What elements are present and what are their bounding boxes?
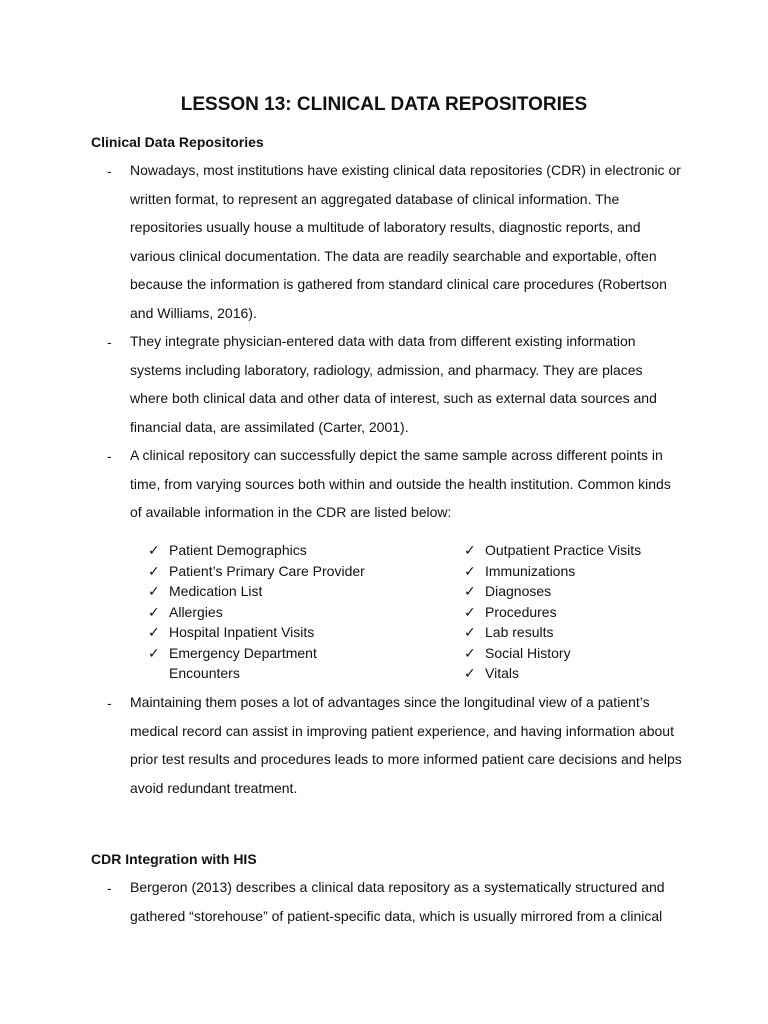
checklist-label: Hospital Inpatient Visits — [169, 624, 315, 640]
checklist-label: Outpatient Practice Visits — [485, 542, 642, 558]
checklist-label: Diagnoses — [485, 583, 552, 599]
checklist-left-column — [148, 540, 438, 684]
bullet-text: Maintaining them poses a lot of advantages since the longitudinal view of a patient’s medical record can assist in improving patient experience, and having information about prior test results and procedures leads to more informed patient care decisions and helps avoid redundant treatment. — [130, 694, 682, 796]
checklist-label: Procedures — [485, 603, 557, 620]
checkmark-icon: ✓ — [464, 562, 476, 579]
section-heading-cdr-integration: CDR Integration with HIS — [91, 851, 257, 867]
checklist-label: Emergency Department Encounters — [169, 644, 317, 681]
bullet-marker: - — [107, 334, 112, 350]
bullet-text: Bergeron (2013) describes a clinical data repository as a systematically structured and gathered “storehouse” of patient-specific data, which is usually mirrored from a clinical — [130, 879, 665, 924]
checkmark-icon: ✓ — [148, 603, 160, 620]
checkmark-icon: ✓ — [148, 542, 160, 558]
checklist-item — [464, 643, 694, 664]
checklist-label: Patient’s Primary Care Provider — [169, 562, 365, 579]
checklist-label: Social History — [485, 644, 571, 661]
checklist-label: Vitals — [485, 665, 519, 681]
bullet-marker: - — [107, 880, 112, 896]
checklist-label: Immunizations — [485, 562, 576, 579]
checkmark-icon: ✓ — [148, 644, 160, 661]
checklist-item — [148, 581, 438, 602]
checkmark-icon: ✓ — [464, 624, 476, 640]
checklist-item — [148, 622, 438, 643]
checklist-item — [464, 663, 694, 684]
bullet-marker: - — [107, 448, 112, 464]
checkmark-icon: ✓ — [148, 583, 160, 599]
checklist-label: Patient Demographics — [169, 542, 307, 558]
checklist-label: Medication List — [169, 583, 263, 599]
bullet-text: Nowadays, most institutions have existing clinical data repositories (CDR) in electronic or written format, to represent an aggregated database of clinical information. The repositories usually house a multitude of laboratory results, diagnostic reports, and various clinical documentation. The data are readily searchable and exportable, often because the information is gathered from standard clinical care procedures (Robertson and Williams, 2016). — [130, 162, 681, 321]
checklist-item — [464, 602, 694, 623]
checkmark-icon: ✓ — [464, 644, 476, 661]
checkmark-icon: ✓ — [148, 562, 160, 579]
checkmark-icon: ✓ — [464, 665, 476, 681]
checklist-item — [464, 581, 694, 602]
checklist-item — [464, 561, 694, 582]
checklist-item — [148, 540, 438, 561]
checkmark-icon: ✓ — [148, 624, 160, 640]
bullet-marker: - — [107, 695, 112, 711]
checklist-right-column — [464, 540, 694, 684]
checklist-label: Allergies — [169, 603, 223, 620]
checkmark-icon: ✓ — [464, 542, 476, 558]
checkmark-icon: ✓ — [464, 583, 476, 599]
checkmark-icon: ✓ — [464, 603, 476, 620]
bullet-text: They integrate physician-entered data with data from different existing information systems including laboratory, radiology, admission, and pharmacy. They are places where both clinical data and other data of interest, such as external data sources and financial data, are assimilated (Carter, 2001). — [130, 333, 657, 435]
checklist-label: Lab results — [485, 624, 554, 640]
bullet-marker: - — [107, 163, 112, 179]
checklist-item — [148, 643, 438, 684]
checklist-item — [148, 561, 438, 582]
page-title: LESSON 13: CLINICAL DATA REPOSITORIES — [180, 94, 588, 115]
checklist-item — [464, 622, 694, 643]
bullet-text: A clinical repository can successfully depict the same sample across different points in time, from varying sources both within and outside the health institution. Common kinds of available information in the CDR are listed below: — [130, 447, 671, 520]
checklist-item — [464, 540, 694, 561]
section-heading-cdr: Clinical Data Repositories — [91, 134, 264, 150]
checklist-item — [148, 602, 438, 623]
